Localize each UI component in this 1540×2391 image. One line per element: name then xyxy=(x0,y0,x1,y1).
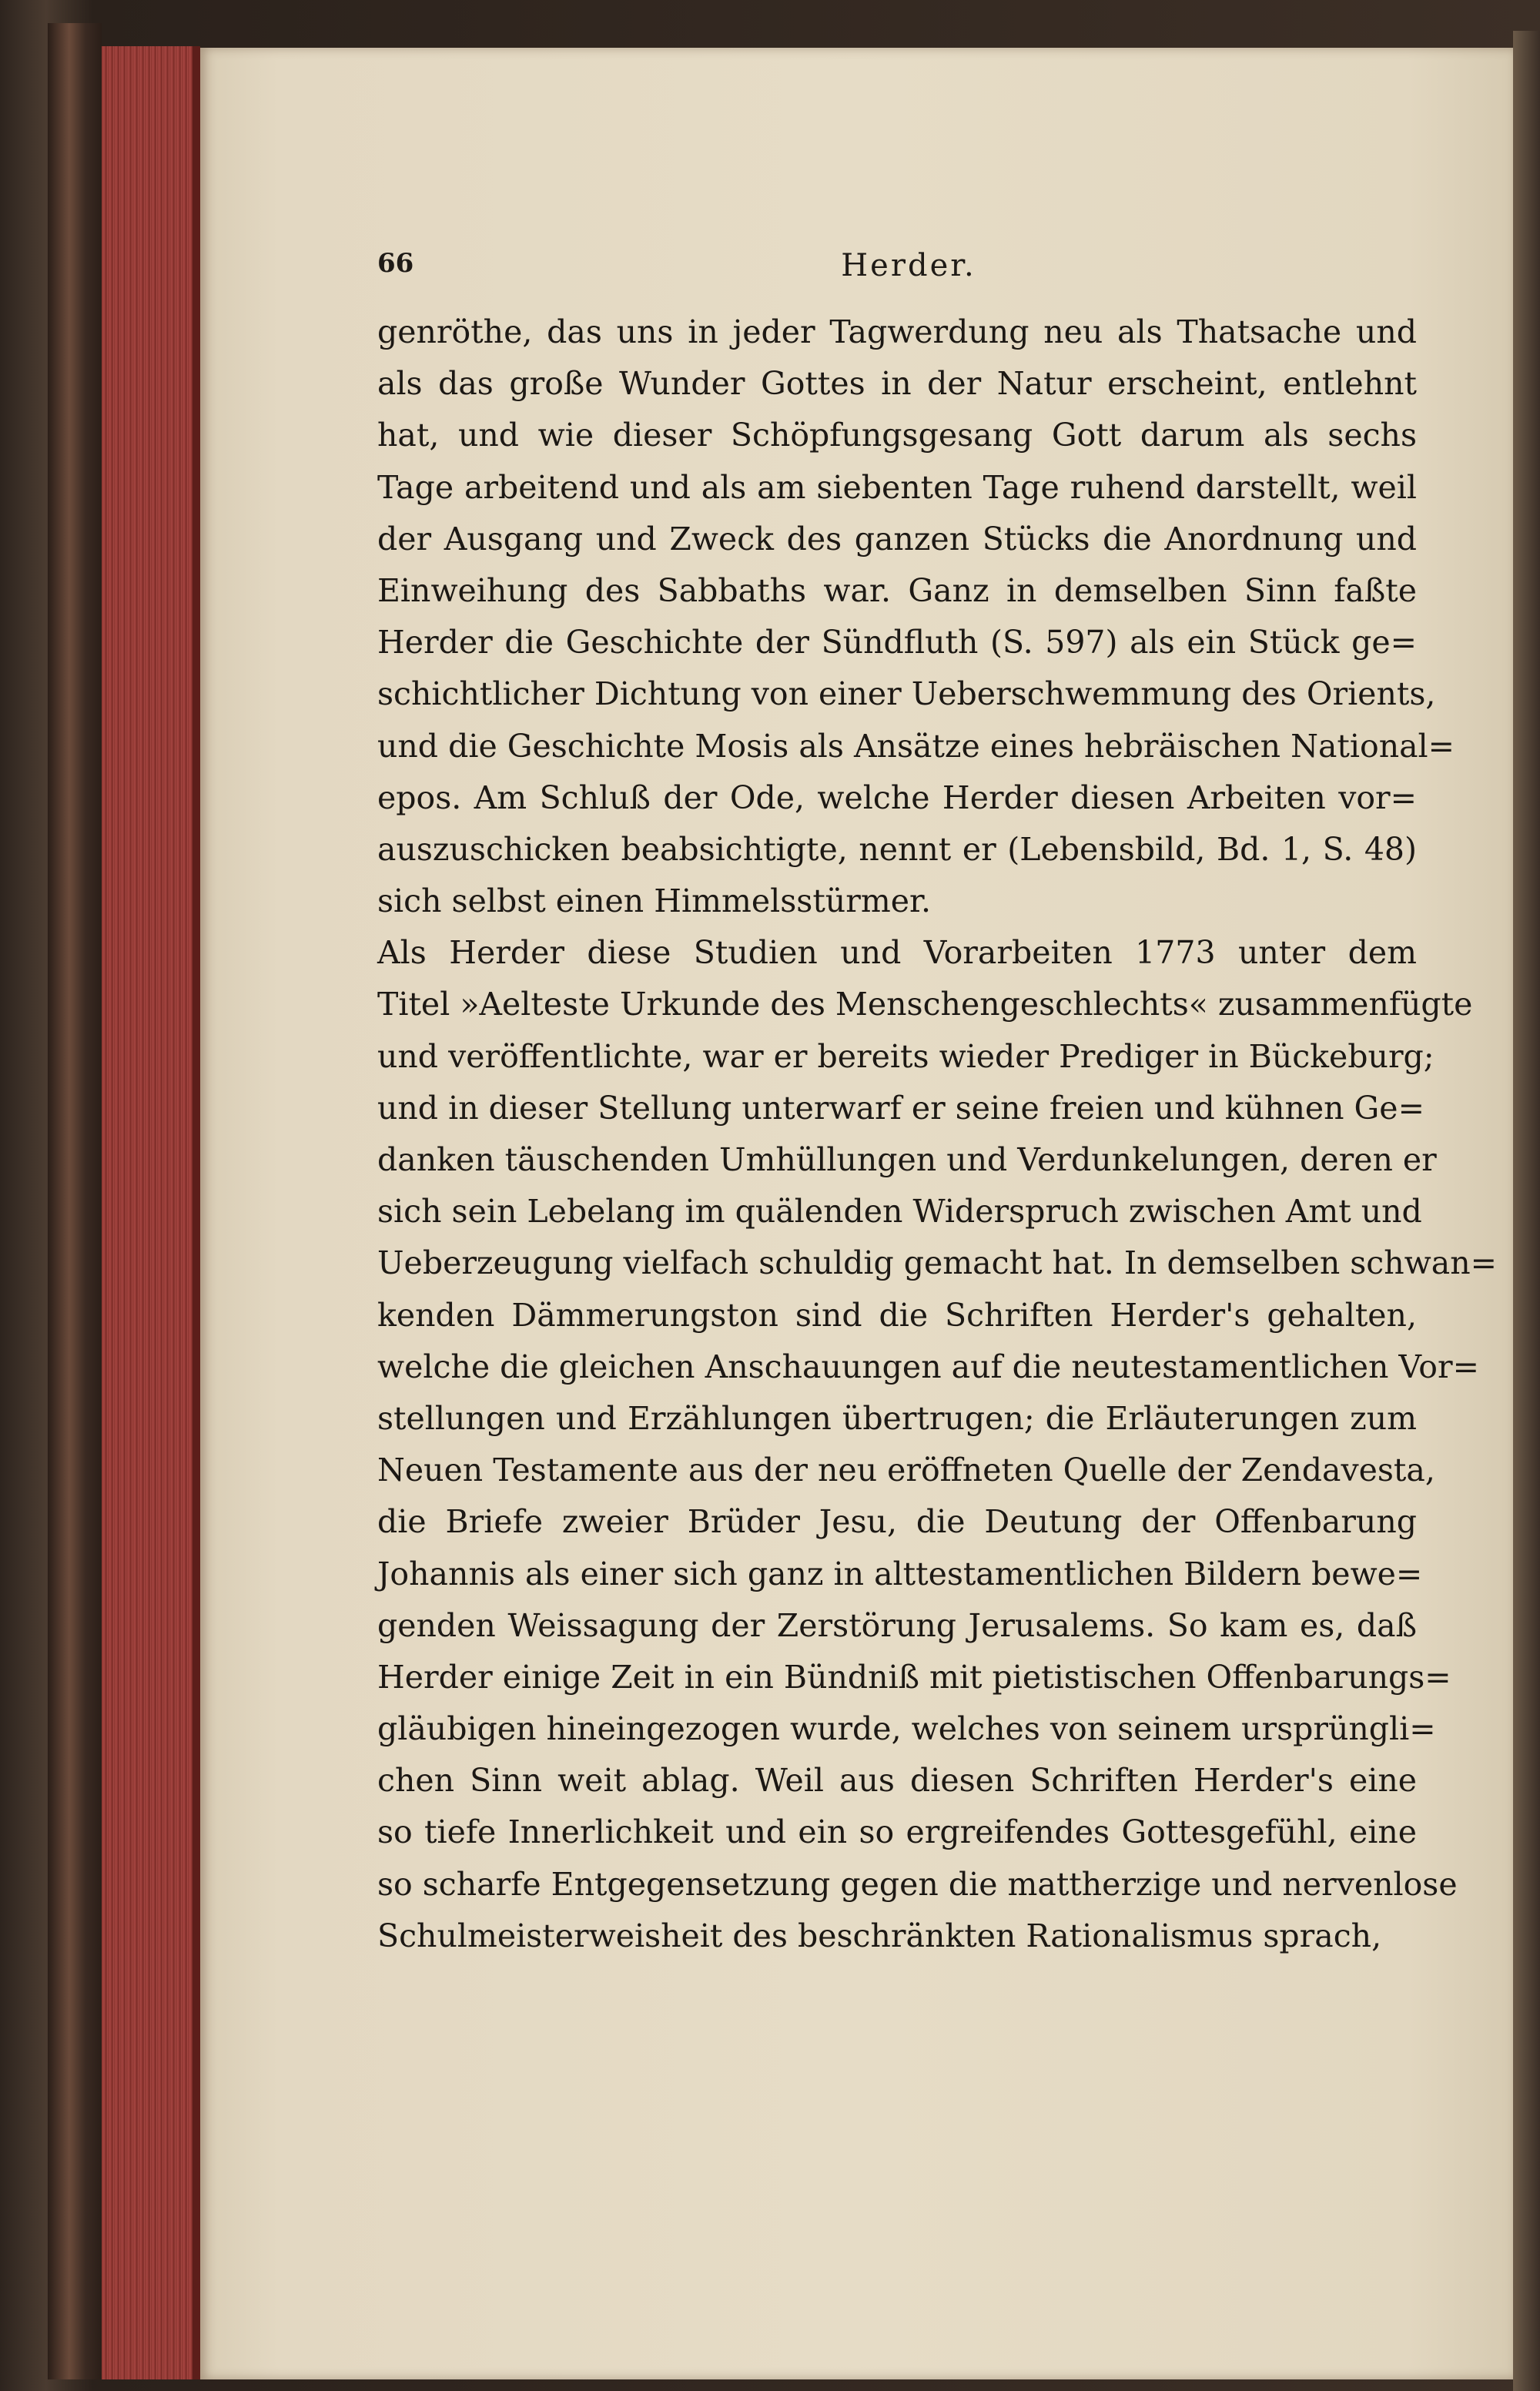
text-line: Schulmeisterweisheit des beschränkten Rationalismus sprach, xyxy=(377,1917,1382,1954)
text-line: als das große Wunder Gottes in der Natur erscheint, entlehnt xyxy=(377,365,1417,403)
text-line: die Briefe zweier Brüder Jesu, die Deutung der Offenbarung xyxy=(377,1503,1417,1541)
text-line: und die Geschichte Mosis als Ansätze eines hebräischen National= xyxy=(377,727,1455,765)
page-edges xyxy=(102,46,200,2379)
text-line: Neuen Testamente aus der neu eröffneten Quelle der Zendavesta, xyxy=(377,1452,1435,1489)
text-line: kenden Dämmerungston sind die Schriften Herder's gehalten, xyxy=(377,1296,1417,1334)
page-number: 66 xyxy=(377,248,414,279)
text-line: Einweihung des Sabbaths war. Ganz in demselben Sinn faßte xyxy=(377,571,1417,609)
text-line: so scharfe Entgegensetzung gegen die mattherzige und nervenlose xyxy=(377,1865,1458,1903)
text-line: sich selbst einen Himmelsstürmer. xyxy=(377,882,932,920)
text-line: Herder die Geschichte der Sündfluth (S. 597) als ein Stück ge= xyxy=(377,624,1417,661)
text-line: stellungen und Erzählungen übertrugen; die Erläuterungen zum xyxy=(377,1399,1417,1437)
text-line: und in dieser Stellung unterwarf er seine freien und kühnen Ge= xyxy=(377,1089,1424,1127)
text-line: Tage arbeitend und als am siebenten Tage ruhend darstellt, weil xyxy=(377,468,1417,506)
text-line: hat, und wie dieser Schöpfungsgesang Gott darum als sechs xyxy=(377,417,1417,454)
text-line: sich sein Lebelang im quälenden Widerspruch zwischen Amt und xyxy=(377,1193,1422,1231)
text-line: epos. Am Schluß der Ode, welche Herder diesen Arbeiten vor= xyxy=(377,779,1417,816)
text-line: und veröffentlichte, war er bereits wieder Prediger in Bückeburg; xyxy=(377,1037,1435,1075)
text-line: Titel »Aelteste Urkunde des Menschengeschlechts« zusammenfügte xyxy=(377,986,1473,1023)
text-line: genröthe, das uns in jeder Tagwerdung neu als Thatsache und xyxy=(377,313,1417,350)
text-line: gläubigen hineingezogen wurde, welches von seinem ursprüngli= xyxy=(377,1710,1436,1748)
running-head: Herder. xyxy=(841,248,976,283)
book-spine xyxy=(48,23,102,2379)
text-line: genden Weissagung der Zerstörung Jerusalems. So kam es, daß xyxy=(377,1606,1417,1644)
text-line: chen Sinn weit ablag. Weil aus diesen Schriften Herder's eine xyxy=(377,1762,1417,1800)
text-line: Ueberzeugung vielfach schuldig gemacht hat. In demselben schwan= xyxy=(377,1244,1497,1282)
text-line: der Ausgang und Zweck des ganzen Stücks die Anordnung und xyxy=(377,520,1417,558)
body-text xyxy=(377,306,1497,1962)
text-line: auszuschicken beabsichtigte, nennt er (Lebensbild, Bd. 1, S. 48) xyxy=(377,830,1417,868)
text-line: Herder einige Zeit in ein Bündniß mit pietistischen Offenbarungs= xyxy=(377,1658,1451,1696)
page-header xyxy=(377,248,1440,294)
text-line: so tiefe Innerlichkeit und ein so ergreifendes Gottesgefühl, eine xyxy=(377,1813,1417,1851)
text-line: welche die gleichen Anschauungen auf die neutestamentlichen Vor= xyxy=(377,1348,1479,1385)
text-line: Als Herder diese Studien und Vorarbeiten 1773 unter dem xyxy=(377,934,1417,972)
text-line: danken täuschenden Umhüllungen und Verdunkelungen, deren er xyxy=(377,1141,1437,1178)
facing-page-edge xyxy=(1513,31,1540,2391)
text-line: schichtlicher Dichtung von einer Ueberschwemmung des Orients, xyxy=(377,675,1436,713)
text-line: Johannis als einer sich ganz in alttestamentlichen Bildern bewe= xyxy=(377,1555,1423,1592)
